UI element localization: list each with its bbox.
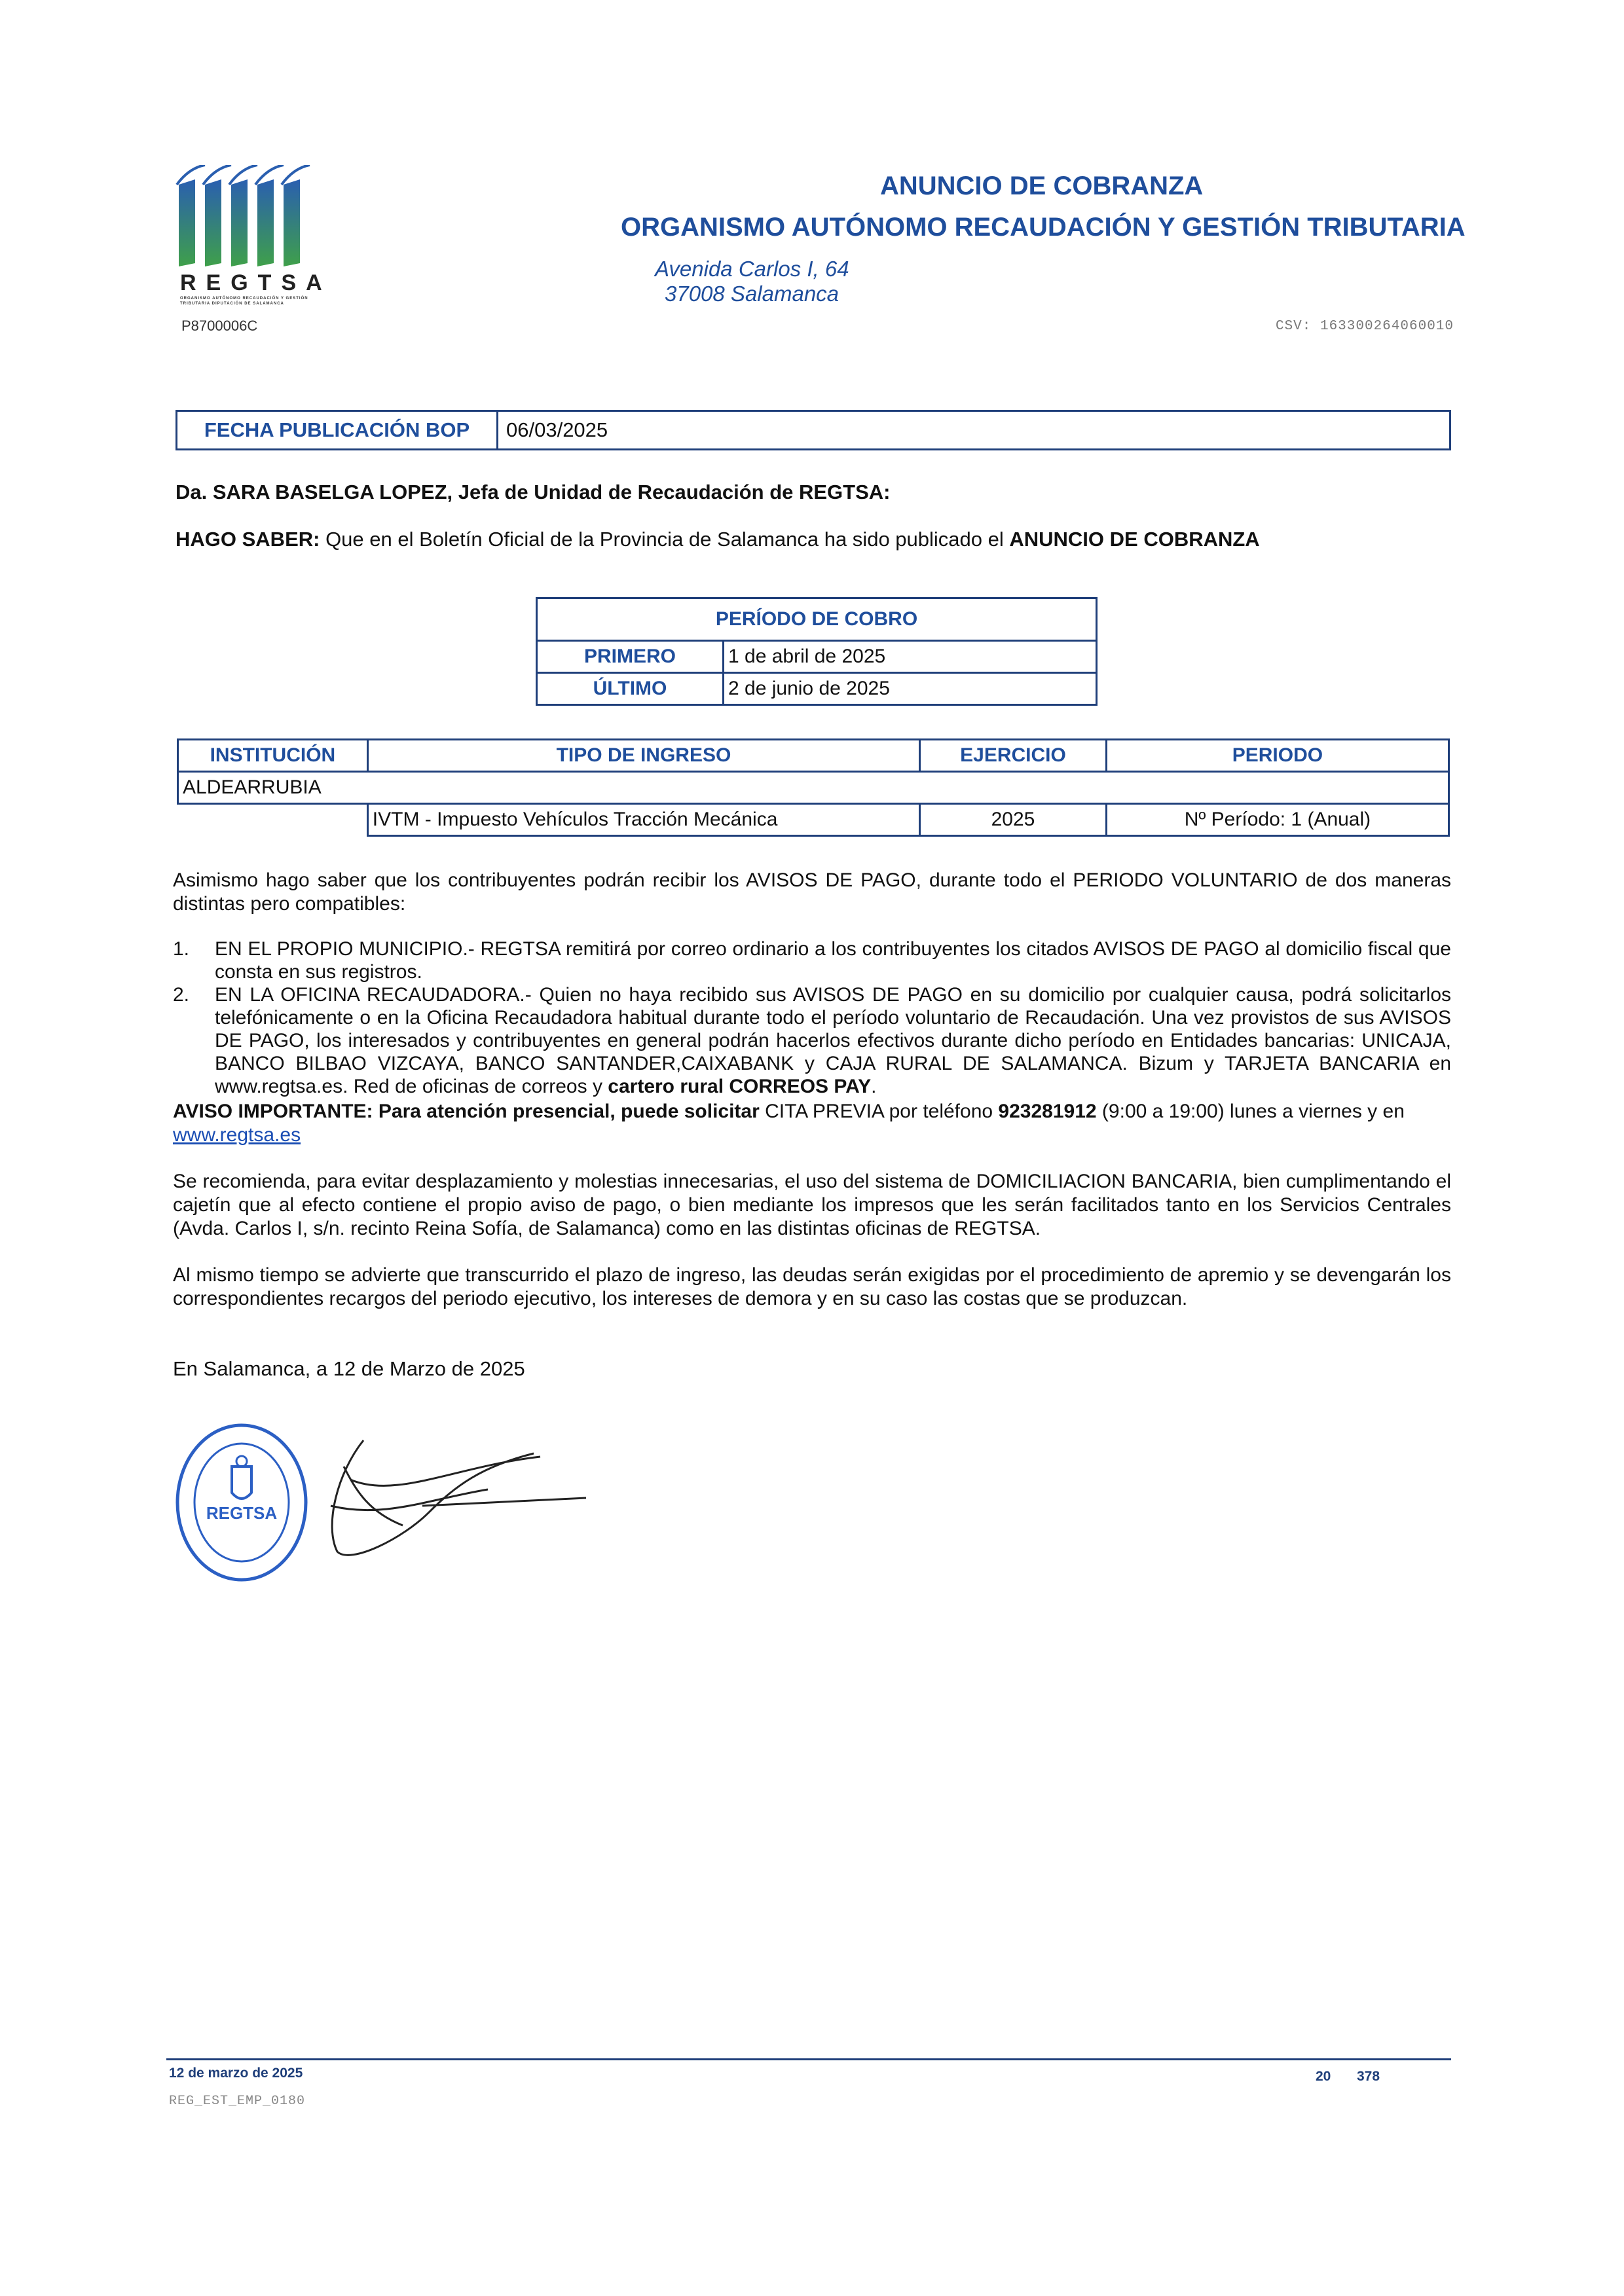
list-item-text-main: EN LA OFICINA RECAUDADORA.- Quien no haya recibido sus AVISOS DE PAGO en su domicilio por cualquier causa, podrá solicitarlos telefónicamente o en la Oficina Recaudadora habitual durante todo el período voluntario de Recaudación. Una vez provistos de sus AVISOS DE PAGO, los interesados y contribuyentes en general podrán hacerlos efectivos durante dicho período en Entidades bancarias: UNICAJA, BANCO BILBAO VIZCAYA, BANCO SANTANDER,CAIXABANK y CAJA RURAL DE SALAMANCA. Bizum y TARJETA BANCARIA en www.regtsa.es. Red de oficinas de correos y — [215, 984, 1451, 1097]
footer-code: REG_EST_EMP_0180 — [169, 2094, 306, 2109]
list-item-text: EN EL PROPIO MUNICIPIO.- REGTSA remitirá por correo ordinario a los contribuyentes los citados AVISOS DE PAGO al domicilio fiscal que consta en sus registros. — [215, 938, 1451, 983]
notice-bold: AVISO IMPORTANTE: Para atención presencial, puede solicitar — [173, 1101, 760, 1122]
first-value: 1 de abril de 2025 — [724, 641, 1097, 673]
table-header-tipo: TIPO DE INGRESO — [367, 740, 919, 772]
hago-saber-line — [175, 528, 1260, 551]
organism-name: ORGANISMO AUTÓNOMO RECAUDACIÓN Y GESTIÓN TRIBUTARIA — [621, 213, 1466, 242]
document-title: ANUNCIO DE COBRANZA — [880, 172, 1204, 200]
footer-number-1: 20 — [1316, 2069, 1331, 2084]
notice-text-2: (9:00 a 19:00) lunes a viernes y en — [1096, 1101, 1405, 1122]
table-row-empty-cell — [178, 804, 368, 836]
hago-saber-text: Que en el Boletín Oficial de la Provincia de Salamanca ha sido publicado el — [320, 528, 1010, 551]
last-label: ÚLTIMO — [537, 673, 724, 705]
csv-code: CSV: 163300264060010 — [1275, 319, 1454, 334]
notice-phone: 923281912 — [998, 1101, 1097, 1122]
publication-date-label: FECHA PUBLICACIÓN BOP — [177, 412, 498, 448]
collection-period-header: PERÍODO DE COBRO — [537, 598, 1097, 641]
paragraph-domiciliacion: Se recomienda, para evitar desplazamiento y molestias innecesarias, el uso del sistema de DOMICILIACION BANCARIA, bien cumplimentando el cajetín que al efecto contiene el propio aviso de pago, o bien mediante los impresos que les serán facilitados tanto en los Servicios Centrales (Avda. Carlos I, s/n. recinto Reina Sofía, de Salamanca) como en las distintas oficinas de REGTSA. — [173, 1171, 1451, 1239]
logo-subtitle: ORGANISMO AUTÓNOMO RECAUDACIÓN Y GESTIÓN TRIBUTARIA DIPUTACIÓN DE SALAMANCA — [180, 297, 308, 306]
address-line-2: 37008 Salamanca — [665, 282, 840, 306]
logo-wordmark: REGTSA — [180, 270, 332, 295]
table-header-institucion: INSTITUCIÓN — [178, 740, 368, 772]
list-item-number: 2. — [173, 984, 190, 1006]
table-cell-periodo: Nº Período: 1 (Anual) — [1106, 804, 1449, 836]
list-item-text-bold: cartero rural CORREOS PAY — [608, 1076, 872, 1097]
hago-saber-label: HAGO SABER: — [175, 528, 320, 551]
publication-date-box — [175, 410, 1451, 450]
logo-code: P8700006C — [181, 318, 258, 334]
footer-date: 12 de marzo de 2025 — [169, 2066, 303, 2081]
place-and-date: En Salamanca, a 12 de Marzo de 2025 — [173, 1357, 525, 1380]
table-cell-ejercicio: 2025 — [920, 804, 1107, 836]
important-notice — [173, 1100, 1451, 1147]
intro-line: Da. SARA BASELGA LOPEZ, Jefa de Unidad de Recaudación de REGTSA: — [175, 481, 891, 503]
paragraph-apremio: Al mismo tiempo se advierte que transcurrido el plazo de ingreso, las deudas serán exigidas por el procedimiento de apremio y se devengarán los correspondientes recargos del periodo ejecutivo, los intereses de demora y en su caso las costas que se produzcan. — [173, 1264, 1451, 1309]
publication-date-value: 06/03/2025 — [506, 418, 608, 441]
collection-period-table — [536, 597, 1098, 706]
list-item-text-end: . — [871, 1076, 877, 1097]
paragraph-avisos: Asimismo hago saber que los contribuyentes podrán recibir los AVISOS DE PAGO, durante todo el PERIODO VOLUNTARIO de dos maneras distintas pero compatibles: — [173, 869, 1451, 915]
last-value: 2 de junio de 2025 — [724, 673, 1097, 705]
regtsa-logo-icon — [175, 165, 320, 276]
list-item-number: 1. — [173, 938, 190, 960]
hago-saber-bold: ANUNCIO DE COBRANZA — [1009, 528, 1260, 551]
list-item-text — [215, 983, 1451, 1098]
table-header-ejercicio: EJERCICIO — [920, 740, 1107, 772]
address-line-1: Avenida Carlos I, 64 — [655, 257, 849, 281]
institution-table — [177, 738, 1450, 837]
first-label: PRIMERO — [537, 641, 724, 673]
footer-number-2: 378 — [1357, 2069, 1380, 2084]
footer-divider — [166, 2058, 1451, 2060]
official-stamp-icon — [173, 1421, 310, 1584]
stamp-text: REGTSA — [206, 1503, 278, 1523]
notice-text-1: CITA PREVIA por teléfono — [759, 1101, 999, 1122]
table-cell-tipo: IVTM - Impuesto Vehículos Tracción Mecánica — [367, 804, 919, 836]
website-link[interactable]: www.regtsa.es — [173, 1124, 301, 1146]
table-header-periodo: PERIODO — [1106, 740, 1449, 772]
institution-name: ALDEARRUBIA — [178, 772, 1449, 804]
signature-icon — [324, 1427, 586, 1565]
